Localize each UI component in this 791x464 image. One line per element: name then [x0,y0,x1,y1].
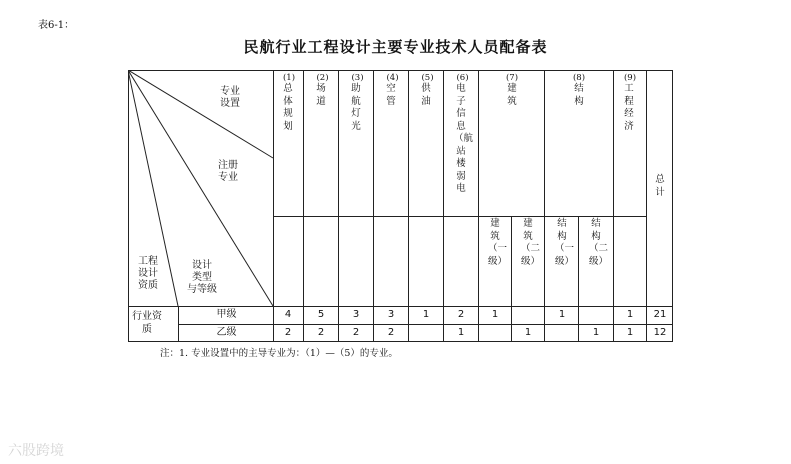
column-number: (2) [316,73,329,83]
row-grade-label: 甲级 [216,309,237,320]
column-header-atc: 空管 [386,83,396,107]
table-cell: 2 [284,327,292,338]
table-cell: 1 [524,327,532,338]
table-cell: 2 [352,327,360,338]
column-number: (7) [505,73,519,83]
table-cell: 2 [317,327,325,338]
column-number: (1) [282,73,296,83]
table-cell: 2 [387,327,395,338]
row-group-label: 行业资质 [132,311,162,335]
staffing-table [128,70,673,342]
table-cell: 1 [558,309,566,320]
column-header-engineering-economics: 工程经济 [624,83,634,132]
column-number: (8) [572,73,586,83]
page-title: 民航行业工程设计主要专业技术人员配备表 [243,38,548,56]
corner-specialty-label: 专业 设置 [220,86,240,109]
column-number: (4) [386,73,399,83]
table-cell: 2 [457,309,465,320]
column-number: (3) [351,73,364,83]
column-header-architecture: 建筑 [507,83,517,107]
column-number: (9) [623,73,637,83]
column-header-electronic-info: 电子信息（航站楼弱电 [454,83,474,194]
column-header-structure: 结构 [574,83,584,107]
table-label: 表6-1： [38,20,75,31]
subcolumn-header-architecture-1: 建筑（一级） [488,218,508,267]
table-cell: 1 [491,309,499,320]
column-number: (5) [421,73,434,83]
subcolumn-header-structure-2: 结构（二级） [589,218,609,267]
corner-registered-label: 注册 专业 [218,160,238,183]
corner-design-type-label: 设计 类型 与等级 [187,260,217,295]
watermark: 六股跨境 [8,443,64,459]
subcolumn-header-architecture-2: 建筑（二级） [521,218,541,267]
table-cell: 12 [653,327,667,338]
table-cell: 3 [387,309,395,320]
column-header-nav-lighting: 助航灯光 [351,83,361,132]
table-cell: 21 [653,309,667,320]
table-lines [128,70,673,342]
column-number: (6) [456,73,469,83]
table-cell: 1 [626,309,634,320]
table-cell: 1 [626,327,634,338]
column-header-fuel-supply: 供油 [421,83,431,107]
column-header-airfield: 场道 [316,83,326,107]
table-cell: 4 [284,309,292,320]
table-cell: 1 [422,309,430,320]
table-note: 注：1. 专业设置中的主导专业为：（1）—（5）的专业。 [160,348,398,359]
table-cell: 1 [457,327,465,338]
corner-qualification-label: 工程 设计 资质 [138,256,158,291]
table-cell: 1 [592,327,600,338]
column-header-total: 总计 [655,174,665,198]
table-cell: 3 [352,309,360,320]
column-header-overall-planning: 总体规划 [283,83,293,132]
row-grade-label: 乙级 [216,327,237,338]
subcolumn-header-structure-1: 结构（一级） [555,218,575,267]
table-cell: 5 [317,309,325,320]
